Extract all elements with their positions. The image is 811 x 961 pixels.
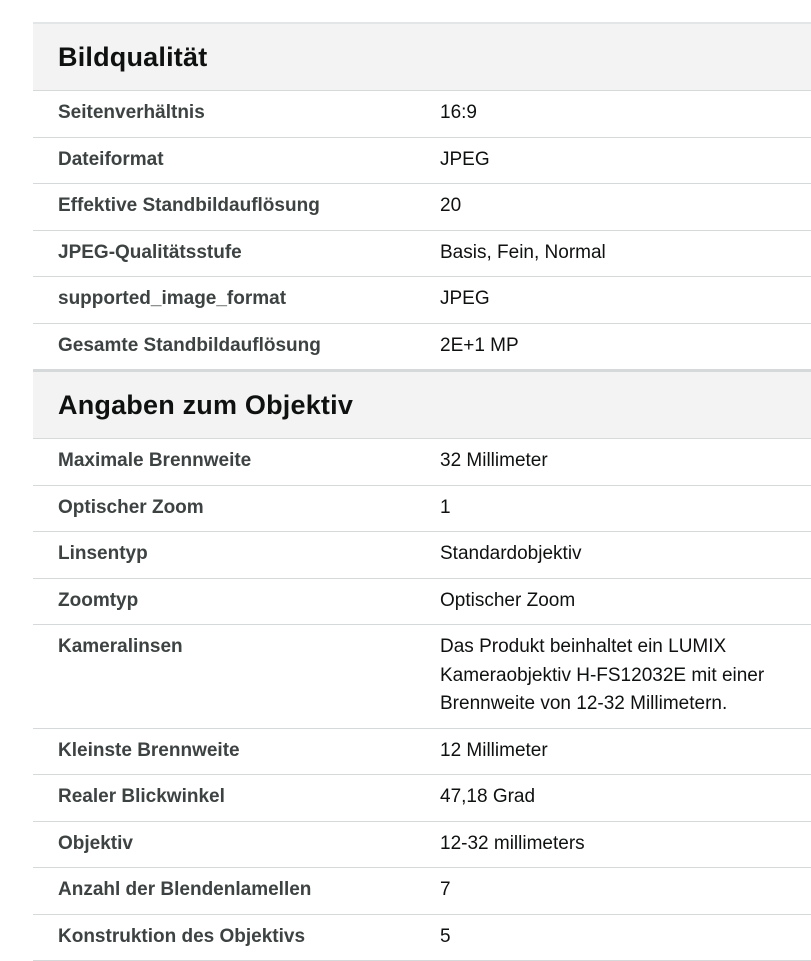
spec-value: 32 Millimeter [440,439,811,486]
spec-key: Seitenverhältnis [33,91,440,138]
spec-key: Effektive Standbildauflösung [33,184,440,231]
spec-key: Optischer Zoom [33,485,440,532]
spec-key: Kameralinsen [33,625,440,729]
spec-key: Linsentyp [33,532,440,579]
table-row [33,230,811,277]
spec-table-image-quality [33,90,811,370]
spec-value: JPEG [440,137,811,184]
table-row [33,485,811,532]
table-row [33,578,811,625]
spec-value: Standardobjektiv [440,532,811,579]
spec-page [33,22,811,961]
spec-value: 2E+1 MP [440,323,811,370]
spec-table-lens-details [33,438,811,961]
table-row [33,821,811,868]
spec-key: supported_image_format [33,277,440,324]
spec-value: Das Produkt beinhaltet ein LUMIX Kameraobjektiv H-FS12032E mit einer Brennweite von 12-32 Millimetern. [440,625,811,729]
spec-value: 5 [440,914,811,961]
table-row [33,277,811,324]
spec-key: Anzahl der Blendenlamellen [33,868,440,915]
table-row [33,137,811,184]
spec-key: Objektiv [33,821,440,868]
spec-value: 12-32 millimeters [440,821,811,868]
spec-value: 16:9 [440,91,811,138]
table-row [33,532,811,579]
table-row [33,775,811,822]
spec-value: 12 Millimeter [440,728,811,775]
spec-key: Zoomtyp [33,578,440,625]
table-row [33,625,811,729]
table-row [33,323,811,370]
table-row [33,914,811,961]
table-row [33,868,811,915]
spec-key: Maximale Brennweite [33,439,440,486]
spec-value: 20 [440,184,811,231]
section-title-lens-details: Angaben zum Objektiv [33,370,811,438]
spec-value: JPEG [440,277,811,324]
spec-key: Konstruktion des Objektivs [33,914,440,961]
spec-key: Dateiformat [33,137,440,184]
spec-key: Gesamte Standbildauflösung [33,323,440,370]
spec-value: 7 [440,868,811,915]
section-title-image-quality: Bildqualität [33,22,811,90]
table-row [33,91,811,138]
spec-key: Realer Blickwinkel [33,775,440,822]
spec-value: 1 [440,485,811,532]
spec-key: Kleinste Brennweite [33,728,440,775]
spec-value: Basis, Fein, Normal [440,230,811,277]
spec-value: 47,18 Grad [440,775,811,822]
table-row [33,184,811,231]
spec-key: JPEG-Qualitätsstufe [33,230,440,277]
table-row [33,439,811,486]
spec-value: Optischer Zoom [440,578,811,625]
table-row [33,728,811,775]
